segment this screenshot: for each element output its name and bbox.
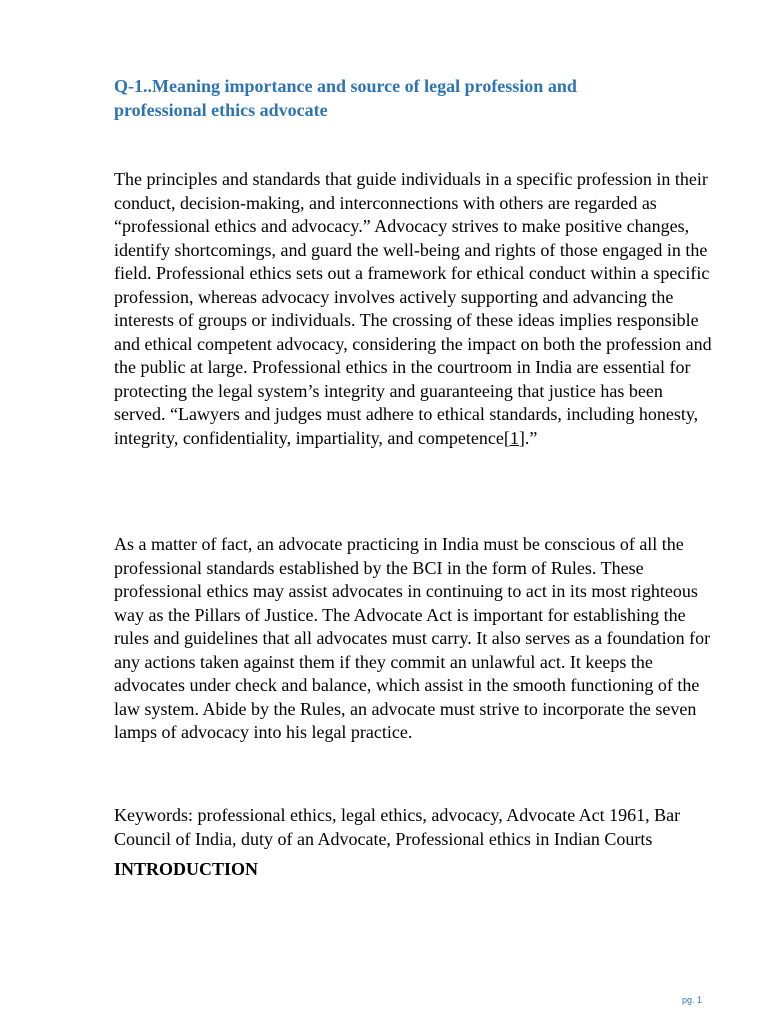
introduction-heading: INTRODUCTION [114,859,259,879]
heading-line-1: Q-1..Meaning importance and source of legal profession and [114,76,577,96]
keywords-paragraph: Keywords: professional ethics, legal ethics, advocacy, Advocate Act 1961, Bar Council of India, duty of an Advocate, Professional ethics in Indian Courts [114,805,681,849]
footnote-link-1[interactable]: [1] [503,427,525,448]
paragraph-1-text: The principles and standards that guide individuals in a specific profession in their conduct, decision-making, and interconnections with others are regarded as “professional ethics and advocacy.” Advocacy strives to make positive changes, identify shortcomings, and guard the well-being and rights of those engaged in the field. Professional ethics sets out a framework for ethical conduct within a specific profession, whereas advocacy involves actively supporting and advancing the interests of groups or individuals. The crossing of these ideas implies responsible and ethical competent advocacy, considering the impact on both the profession and the public at large. Professional ethics in the courtroom in India are essential for protecting the legal system’s integrity and guaranteeing that justice has been served. “Lawyers and judges must adhere to ethical standards, including honesty, integrity, confidentiality, impartiality, and competence [114,169,712,448]
page-number: pg. 1 [681,995,702,1005]
question-heading [114,74,714,122]
paragraph-advocate-standards: As a matter of fact, an advocate practicing in India must be conscious of all the professional standards established by the BCI in the form of Rules. These professional ethics may assist advocates in continuing to act in its most righteous way as the Pillars of Justice. The Advocate Act is important for establishing the rules and guidelines that all advocates must carry. It also serves as a foundation for any actions taken against them if they commit an unlawful act. It keeps the advocates under check and balance, which assist in the smooth functioning of the law system. Abide by the Rules, an advocate must strive to incorporate the seven lamps of advocacy into his legal practice. [114,534,711,742]
paragraph-1-end: .” [524,427,538,448]
heading-line-2: professional ethics advocate [114,100,328,120]
paragraph-professional-ethics [114,168,714,450]
